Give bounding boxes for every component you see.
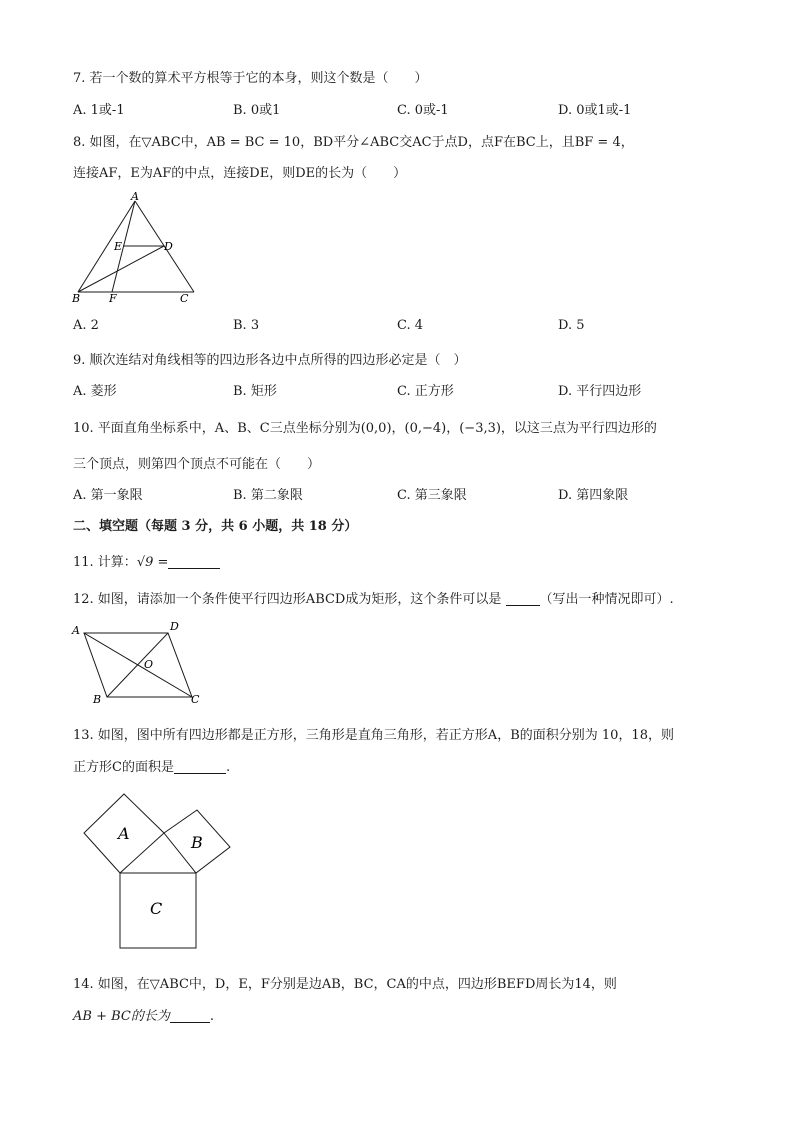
q12-suffix: （写出一种情况即可）.	[539, 592, 674, 607]
q11-answer-blank[interactable]	[168, 554, 220, 569]
q12-label-b: B	[93, 693, 102, 706]
q8-label-a: A	[131, 190, 139, 203]
q8-option-d: D. 5	[558, 318, 585, 333]
q13-label-a: A	[118, 824, 130, 843]
q14-line2-suffix: .	[209, 1009, 214, 1024]
q13-answer-blank[interactable]	[174, 759, 226, 774]
q12-line	[73, 588, 674, 607]
section-title-fill-in: 二、填空题（每题 3 分，共 6 小题，共 18 分）	[73, 519, 358, 534]
q12-parallelogram-figure	[66, 617, 206, 707]
q8-label-c: C	[180, 292, 189, 305]
q7-stem: 7. 若一个数的算术平方根等于它的本身，则这个数是（ ）	[73, 71, 428, 86]
q8-label-e: E	[114, 240, 123, 253]
q12-label-o: O	[144, 658, 154, 671]
q10-option-b: B. 第二象限	[233, 488, 303, 503]
q7-option-c: C. 0或-1	[397, 103, 449, 118]
q10-line2: 三个顶点，则第四个顶点不可能在（ ）	[73, 457, 321, 472]
q13-label-c: C	[150, 899, 163, 918]
q9-option-d: D. 平行四边形	[558, 384, 642, 399]
q8-line2: 连接AF，E为AF的中点，连接DE，则DE的长为（ ）	[73, 166, 407, 181]
q9-option-c: C. 正方形	[397, 384, 454, 399]
q7-option-a: A. 1或-1	[73, 103, 125, 118]
q12-diagonal-bd	[107, 633, 168, 697]
q8-option-c: C. 4	[397, 318, 424, 333]
q8-label-f: F	[109, 292, 117, 305]
q13-squares-figure	[76, 788, 236, 953]
q13-line1: 13. 如图，图中所有四边形都是正方形，三角形是直角三角形，若正方形A，B的面积分别为 10，18，则	[73, 728, 674, 743]
q11-expression: √9 =	[136, 555, 169, 570]
q14-line2	[73, 1005, 214, 1024]
q14-answer-blank[interactable]	[170, 1008, 210, 1023]
q14-line1: 14. 如图，在▽ABC中，D，E，F分别是边AB，BC，CA的中点，四边形BEFD周长为14，则	[73, 977, 617, 992]
q8-option-a: A. 2	[73, 318, 99, 333]
q9-stem: 9. 顺次连结对角线相等的四边形各边中点所得的四边形必定是（ ）	[73, 353, 467, 368]
q8-option-b: B. 3	[233, 318, 260, 333]
q8-label-b: B	[72, 292, 81, 305]
q10-line1: 10. 平面直角坐标系中，A、B、C三点坐标分别为(0,0)，(0,−4)，(−3,3)，以这三点为平行四边形的	[73, 421, 657, 436]
q7-option-b: B. 0或1	[233, 103, 281, 118]
q13-line2	[73, 756, 230, 775]
q7-option-d: D. 0或1或-1	[558, 103, 632, 118]
q9-option-a: A. 菱形	[73, 384, 117, 399]
q13-label-b: B	[191, 833, 203, 852]
q10-option-d: D. 第四象限	[558, 488, 629, 503]
q14-line2-prefix: AB + BC的长为	[73, 1009, 170, 1024]
q9-option-b: B. 矩形	[233, 384, 277, 399]
q8-label-d: D	[164, 240, 173, 253]
q12-label-c: C	[191, 693, 200, 706]
q10-option-a: A. 第一象限	[73, 488, 143, 503]
q11-line	[73, 551, 220, 570]
q13-line2-prefix: 正方形C的面积是	[73, 760, 174, 775]
q8-triangle-figure	[66, 190, 196, 305]
q12-label-d: D	[170, 620, 179, 633]
q11-prefix: 11. 计算：	[73, 555, 137, 570]
q8-line1: 8. 如图，在▽ABC中，AB = BC = 10，BD平分∠ABC交AC于点D，点F在BC上，且BF = 4，	[73, 135, 634, 150]
q13-line2-suffix: .	[225, 760, 231, 775]
q12-label-a: A	[72, 624, 80, 637]
q12-prefix: 12. 如图，请添加一个条件使平行四边形ABCD成为矩形，这个条件可以是	[73, 592, 502, 607]
q10-option-c: C. 第三象限	[397, 488, 467, 503]
q12-answer-blank[interactable]	[506, 591, 540, 606]
